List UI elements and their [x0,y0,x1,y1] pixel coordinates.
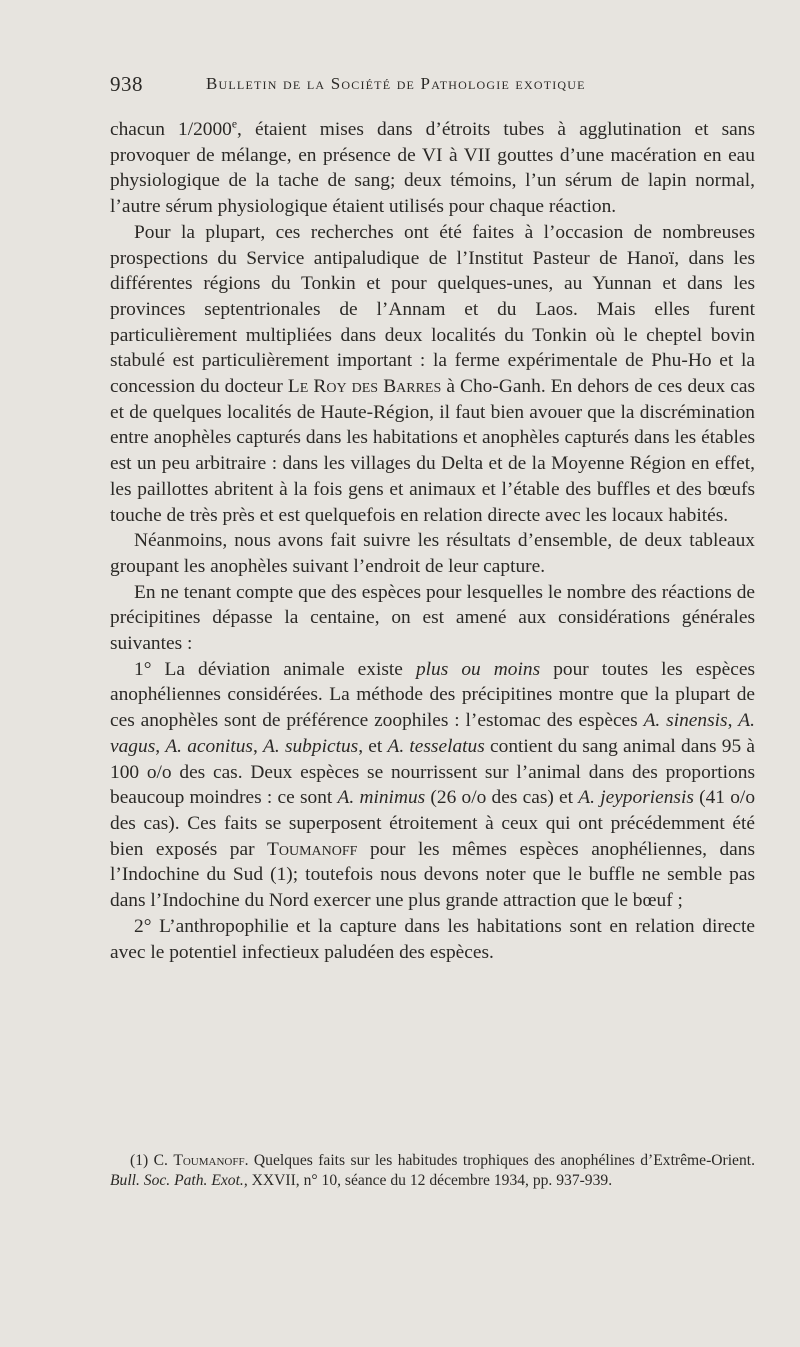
text-segment: contient du sang animal dans 95 à 100 o/o des cas. Deux espèces se nourrissent sur l’animal dans des proportions beaucoup moindres : ce sont [110,735,756,809]
text-segment: Pour la plupart, ces recherches ont été faites à l’occasion de nombreuses prospections du Service antipaludique de l’Institut Pasteur de Hanoï, dans les différentes régions du Tonkin et pour quelques-unes, au Yunnan et dans les provinces septentrionales de l’Annam et du Laos. Mais elles furent particulièrement multipliées dans deux localités du Tonkin où le cheptel bovin stabulé est particulièrement important : la ferme expérimentale de Phu-Ho et la concession du docteur [110,221,755,398]
paragraph [110,528,755,579]
text-segment: pour toutes les espèces anophéliennes considérées. La méthode des précipitines montre que la plupart de ces anophèles sont de préférence zoophiles : l’estomac des espèces [110,658,755,732]
paragraph [110,580,755,657]
text-segment: , [155,735,166,757]
page-number: 938 [110,72,143,96]
text-segment: , [252,735,264,757]
text-segment: 2° L’anthropophilie et la capture dans les habitations sont en relation directe avec le potentiel infectieux paludéen des espèces. [110,915,755,963]
text-segment: , étaient mises dans d’étroits tubes à agglutination et sans provoquer de mélange, en présence de VI à VII gouttes d’une macération en eau physiologique de la tache de sang; deux témoins, l’un sérum de lapin normal, l’autre sérum physiologique étaient utilisés pour chaque réaction. [110,119,755,218]
text-segment: pour les mêmes espèces anophéliennes, dans l’Indochine du Sud (1); toutefois nous devons noter que le buffle ne semble pas dans l’Indochine du Nord exercer une plus grande attraction que le bœuf ; [110,838,756,912]
paragraph [110,220,755,528]
running-title: Bulletin de la Société de Pathologie exotique [206,74,586,93]
italic-text: A. minimus [337,787,426,809]
text-segment: . Quelques faits sur les habitudes trophiques des anophélines d’Extrême-Orient. [244,1152,755,1169]
footnote [110,1151,755,1191]
text-segment: 1° La déviation animale existe [134,658,416,680]
text-segment: , et [358,735,388,757]
italic-text: A. sinensis [643,710,728,732]
footnote-text [110,1151,755,1191]
italic-text: A. tesselatus [387,735,485,757]
text-segment: Néanmoins, nous avons fait suivre les résultats d’ensemble, de deux tableaux groupant les anophèles suivant l’endroit de leur capture. [110,530,755,577]
italic-text: A. jeyporiensis [578,787,694,809]
text-segment: En ne tenant compte que des espèces pour lesquelles le nombre des réactions de précipitines dépasse la centaine, on est amené aux considérations générales suivantes : [110,581,755,655]
italic-text: A. vagus [110,710,755,757]
author-name: Le Roy des Barres [287,376,442,398]
superscript: e [231,117,238,131]
italic-text: A. aconitus [165,735,253,757]
paragraph [110,914,755,965]
text-segment: chacun 1/2000 [110,119,232,140]
italic-text: plus ou moins [415,658,541,680]
author-name: Toumanoff [173,1152,245,1169]
paragraph [110,657,755,914]
text-segment: à Cho-Ganh. En dehors de ces deux cas et de quelques localités de Haute-Région, il faut bien avouer que la discrémination entre anophèles capturés dans les habitations et anophèles capturés dans les étables est un peu arbitraire : dans les villages du Delta et de la Moyenne Région en effet, les paillottes abritent à la fois gens et animaux et l’étable des buffles et des bœufs touche de très près et est quelquefois en relation directe avec les locaux habités. [110,376,755,526]
text-segment: (26 o/o des cas) et [425,787,579,809]
text-segment: (1) C. [130,1152,174,1169]
text-segment: (41 o/o des cas). Ces faits se superposent étroitement à ceux qui ont précédemment été bien exposés par [110,787,756,860]
body-text [110,117,755,965]
text-segment: , [727,710,739,732]
text-segment: , XXVII, n° 10, séance du 12 décembre 1934, pp. 937-939. [243,1172,613,1189]
author-name: Toumanoff [267,838,358,860]
page-header [110,72,670,106]
italic-text: A. subpictus [263,735,359,757]
italic-text: Bull. Soc. Path. Exot. [110,1172,244,1189]
paragraph [110,117,755,220]
